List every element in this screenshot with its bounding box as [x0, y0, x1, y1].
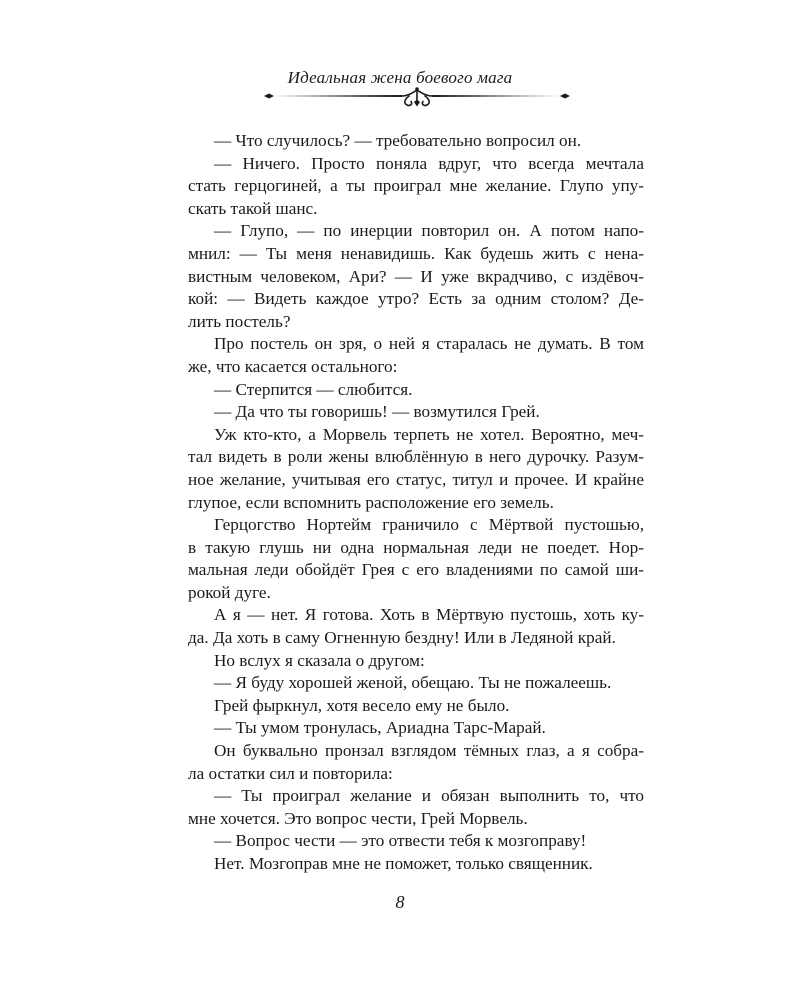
text-line: Уж кто-кто, а Морвель терпеть не хотел. Вероятно, меч- [214, 424, 644, 444]
running-title: Идеальная жена боевого мага [287, 68, 513, 87]
right-rule [432, 95, 561, 97]
text-line: стать герцогиней, а ты проиграл мне желание. Глупо упу- [188, 176, 644, 196]
text-line: кой: — Видеть каждое утро? Есть за одним столом? Де- [188, 289, 644, 309]
text-line: — Вопрос чести — это отвести тебя к мозгоправу! [214, 831, 587, 851]
text-line: да. Да хоть в саму Огненную бездну! Или в Ледяной край. [188, 628, 616, 648]
right-diamond-icon [560, 94, 570, 99]
text-line: глупое, если вспомнить расположение его земель. [188, 492, 554, 512]
text-line: лить постель? [188, 311, 291, 331]
text-line: Герцогство Нортейм граничило с Мёртвой пустошью, [214, 515, 644, 535]
text-line: А я — нет. Я готова. Хоть в Мёртвую пустошь, хоть ку- [214, 605, 644, 625]
text-line: скать такой шанс. [188, 198, 318, 218]
text-line: рокой дуге. [188, 582, 271, 602]
text-line: — Ты умом тронулась, Ариадна Тарс-Марай. [214, 718, 546, 738]
body-text [188, 130, 644, 876]
text-line: же, что касается остального: [188, 356, 398, 376]
text-line: Про постель он зря, о ней я старалась не думать. В том [214, 334, 644, 354]
left-rule [273, 95, 402, 97]
text-line: Он буквально пронзал взглядом тёмных глаз, а я собра- [214, 741, 644, 761]
text-line: мальная леди обойдёт Грея с его владениями по самой ши- [188, 560, 644, 580]
text-line: Но вслух я сказала о другом: [214, 650, 425, 670]
header-ornament-divider [262, 84, 572, 110]
text-line: ла остатки сил и повторила: [188, 763, 393, 783]
left-diamond-icon [264, 94, 274, 99]
text-line: — Ты проиграл желание и обязан выполнить то, что [214, 786, 644, 806]
text-line: — Что случилось? — требовательно вопросил он. [214, 131, 582, 150]
text-line: — Стерпится — слюбится. [214, 379, 413, 399]
text-line: — Я буду хорошей женой, обещаю. Ты не пожалеешь. [214, 673, 612, 693]
text-line: тал видеть в роли жены влюблённую в него дурочку. Разум- [188, 447, 644, 467]
text-line: — Ничего. Просто поняла вдруг, что всегда мечтала [214, 153, 644, 173]
text-line: Грей фыркнул, хотя весело ему не было. [214, 695, 510, 715]
text-line: Нет. Мозгоправ мне не поможет, только священник. [214, 854, 593, 873]
text-line: ное желание, учитывая его статус, титул и прочее. И крайне [188, 469, 644, 489]
page-number: 8 [395, 892, 405, 912]
text-line: — Да что ты говоришь! — возмутился Грей. [214, 402, 540, 422]
text-line: в такую глушь ни одна нормальная леди не поедет. Нор- [188, 537, 644, 557]
text-line: мне хочется. Это вопрос чести, Грей Морвель. [188, 808, 528, 828]
text-line: — Глупо, — по инерции повторил он. А потом напо- [214, 221, 644, 241]
text-line: вистным человеком, Ари? — И уже вкрадчиво, с издёвоч- [188, 266, 644, 286]
text-line: мнил: — Ты меня ненавидишь. Как будешь жить с нена- [188, 243, 644, 263]
